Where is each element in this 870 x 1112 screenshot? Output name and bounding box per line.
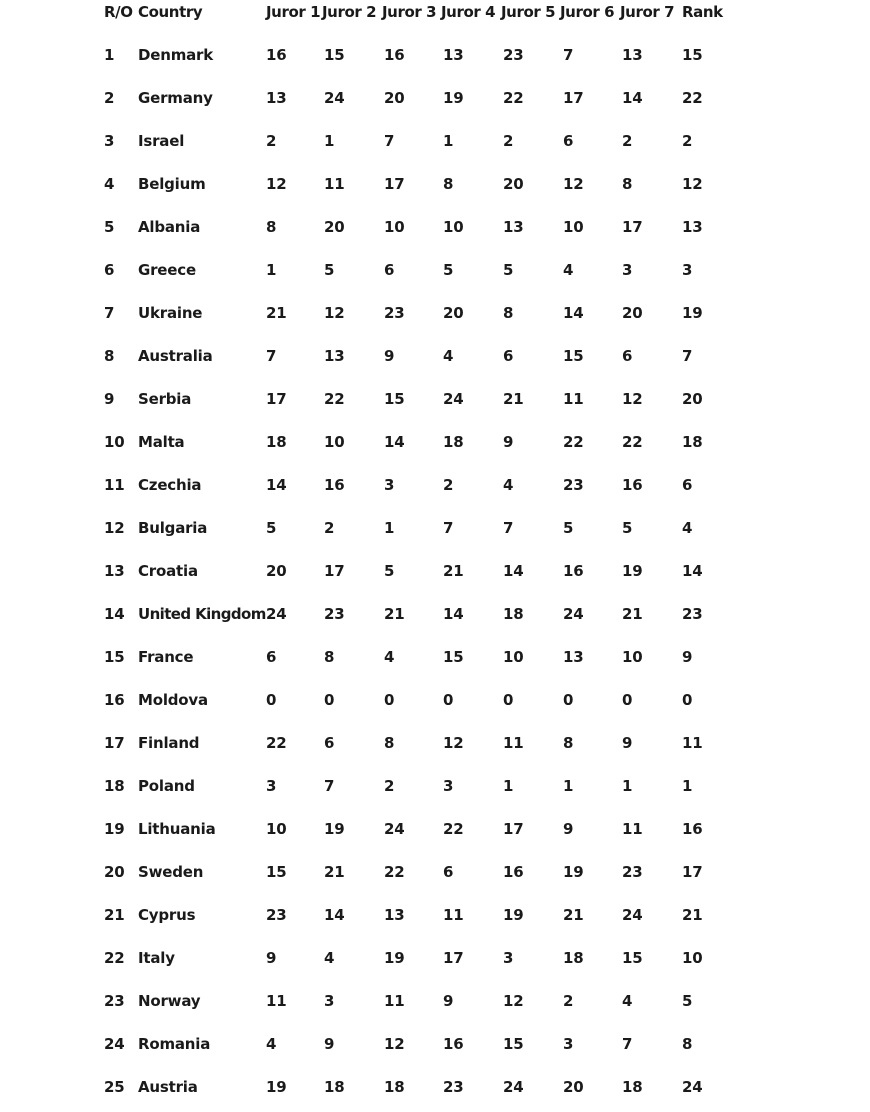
cell-rank: 6 xyxy=(682,476,693,494)
cell-juror-6: 21 xyxy=(563,906,584,924)
table-row xyxy=(0,173,870,195)
cell-juror-7: 22 xyxy=(622,433,643,451)
cell-juror-5: 21 xyxy=(503,390,524,408)
cell-rank: 12 xyxy=(682,175,703,193)
column-header-rank: Rank xyxy=(682,3,723,21)
cell-order: 11 xyxy=(104,476,125,494)
cell-order: 19 xyxy=(104,820,125,838)
cell-country: Austria xyxy=(138,1078,198,1096)
cell-juror-4: 20 xyxy=(443,304,464,322)
cell-juror-5: 20 xyxy=(503,175,524,193)
cell-juror-3: 18 xyxy=(384,1078,405,1096)
cell-country: Albania xyxy=(138,218,201,236)
cell-juror-7: 19 xyxy=(622,562,643,580)
cell-country: Moldova xyxy=(138,691,208,709)
cell-juror-6: 0 xyxy=(563,691,574,709)
cell-rank: 19 xyxy=(682,304,703,322)
cell-juror-6: 14 xyxy=(563,304,584,322)
cell-juror-5: 18 xyxy=(503,605,524,623)
table-row xyxy=(0,259,870,281)
cell-country: France xyxy=(138,648,194,666)
cell-juror-2: 10 xyxy=(324,433,345,451)
cell-juror-6: 13 xyxy=(563,648,584,666)
cell-juror-6: 22 xyxy=(563,433,584,451)
cell-juror-1: 24 xyxy=(266,605,287,623)
cell-juror-7: 13 xyxy=(622,46,643,64)
cell-juror-7: 8 xyxy=(622,175,633,193)
cell-juror-5: 14 xyxy=(503,562,524,580)
cell-juror-6: 6 xyxy=(563,132,574,150)
cell-juror-2: 21 xyxy=(324,863,345,881)
cell-juror-7: 2 xyxy=(622,132,633,150)
cell-juror-4: 5 xyxy=(443,261,454,279)
cell-juror-5: 0 xyxy=(503,691,514,709)
cell-country: Sweden xyxy=(138,863,204,881)
cell-juror-1: 3 xyxy=(266,777,277,795)
cell-juror-4: 7 xyxy=(443,519,454,537)
cell-order: 16 xyxy=(104,691,125,709)
cell-rank: 9 xyxy=(682,648,693,666)
cell-juror-7: 14 xyxy=(622,89,643,107)
cell-juror-7: 11 xyxy=(622,820,643,838)
cell-juror-5: 11 xyxy=(503,734,524,752)
cell-rank: 17 xyxy=(682,863,703,881)
cell-juror-3: 23 xyxy=(384,304,405,322)
table-row xyxy=(0,861,870,883)
cell-order: 8 xyxy=(104,347,115,365)
cell-juror-1: 22 xyxy=(266,734,287,752)
cell-juror-3: 20 xyxy=(384,89,405,107)
cell-rank: 21 xyxy=(682,906,703,924)
cell-juror-3: 14 xyxy=(384,433,405,451)
cell-juror-6: 5 xyxy=(563,519,574,537)
column-header-juror-4: Juror 4 xyxy=(441,3,496,21)
column-header-juror-3: Juror 3 xyxy=(382,3,437,21)
cell-order: 3 xyxy=(104,132,115,150)
cell-juror-3: 13 xyxy=(384,906,405,924)
cell-rank: 23 xyxy=(682,605,703,623)
cell-juror-2: 20 xyxy=(324,218,345,236)
cell-juror-3: 7 xyxy=(384,132,395,150)
cell-juror-7: 12 xyxy=(622,390,643,408)
cell-juror-7: 24 xyxy=(622,906,643,924)
cell-order: 15 xyxy=(104,648,125,666)
cell-juror-3: 10 xyxy=(384,218,405,236)
cell-juror-7: 15 xyxy=(622,949,643,967)
cell-juror-2: 0 xyxy=(324,691,335,709)
table-row xyxy=(0,603,870,625)
cell-order: 2 xyxy=(104,89,115,107)
cell-juror-6: 10 xyxy=(563,218,584,236)
cell-country: Finland xyxy=(138,734,200,752)
cell-country: Cyprus xyxy=(138,906,196,924)
cell-juror-5: 7 xyxy=(503,519,514,537)
cell-juror-2: 7 xyxy=(324,777,335,795)
cell-juror-2: 11 xyxy=(324,175,345,193)
cell-juror-3: 8 xyxy=(384,734,395,752)
cell-country: Croatia xyxy=(138,562,198,580)
column-header-country: Country xyxy=(138,3,203,21)
cell-juror-2: 23 xyxy=(324,605,345,623)
cell-rank: 20 xyxy=(682,390,703,408)
cell-rank: 4 xyxy=(682,519,693,537)
cell-rank: 24 xyxy=(682,1078,703,1096)
cell-juror-6: 1 xyxy=(563,777,574,795)
cell-rank: 8 xyxy=(682,1035,693,1053)
cell-rank: 7 xyxy=(682,347,693,365)
cell-order: 21 xyxy=(104,906,125,924)
cell-juror-6: 3 xyxy=(563,1035,574,1053)
cell-juror-3: 16 xyxy=(384,46,405,64)
cell-juror-1: 1 xyxy=(266,261,277,279)
cell-juror-1: 11 xyxy=(266,992,287,1010)
cell-juror-3: 19 xyxy=(384,949,405,967)
cell-juror-3: 6 xyxy=(384,261,395,279)
table-row xyxy=(0,689,870,711)
table-row xyxy=(0,732,870,754)
cell-juror-7: 5 xyxy=(622,519,633,537)
cell-juror-7: 0 xyxy=(622,691,633,709)
cell-rank: 3 xyxy=(682,261,693,279)
cell-juror-4: 18 xyxy=(443,433,464,451)
cell-order: 10 xyxy=(104,433,125,451)
table-row xyxy=(0,216,870,238)
table-row xyxy=(0,1033,870,1055)
column-header-juror-2: Juror 2 xyxy=(322,3,377,21)
cell-juror-2: 9 xyxy=(324,1035,335,1053)
table-row xyxy=(0,904,870,926)
cell-country: Serbia xyxy=(138,390,192,408)
cell-country: United Kingdom xyxy=(138,605,266,623)
cell-juror-5: 10 xyxy=(503,648,524,666)
table-row xyxy=(0,560,870,582)
table-row xyxy=(0,44,870,66)
cell-juror-3: 21 xyxy=(384,605,405,623)
cell-juror-6: 19 xyxy=(563,863,584,881)
cell-juror-2: 2 xyxy=(324,519,335,537)
cell-juror-7: 10 xyxy=(622,648,643,666)
cell-juror-5: 12 xyxy=(503,992,524,1010)
cell-juror-1: 2 xyxy=(266,132,277,150)
cell-juror-4: 21 xyxy=(443,562,464,580)
cell-order: 22 xyxy=(104,949,125,967)
cell-juror-2: 4 xyxy=(324,949,335,967)
cell-juror-2: 3 xyxy=(324,992,335,1010)
cell-juror-6: 12 xyxy=(563,175,584,193)
cell-juror-1: 10 xyxy=(266,820,287,838)
column-header-order: R/O xyxy=(104,3,133,21)
cell-juror-4: 2 xyxy=(443,476,454,494)
cell-country: Czechia xyxy=(138,476,202,494)
cell-juror-6: 15 xyxy=(563,347,584,365)
cell-juror-2: 22 xyxy=(324,390,345,408)
cell-rank: 18 xyxy=(682,433,703,451)
cell-juror-7: 17 xyxy=(622,218,643,236)
cell-juror-1: 12 xyxy=(266,175,287,193)
cell-country: Greece xyxy=(138,261,196,279)
cell-country: Malta xyxy=(138,433,185,451)
cell-juror-7: 6 xyxy=(622,347,633,365)
cell-rank: 5 xyxy=(682,992,693,1010)
cell-order: 14 xyxy=(104,605,125,623)
cell-juror-5: 17 xyxy=(503,820,524,838)
cell-juror-4: 3 xyxy=(443,777,454,795)
cell-juror-1: 23 xyxy=(266,906,287,924)
table-row xyxy=(0,474,870,496)
cell-juror-1: 4 xyxy=(266,1035,277,1053)
cell-juror-4: 22 xyxy=(443,820,464,838)
cell-juror-1: 9 xyxy=(266,949,277,967)
cell-rank: 22 xyxy=(682,89,703,107)
cell-juror-2: 19 xyxy=(324,820,345,838)
cell-juror-5: 4 xyxy=(503,476,514,494)
cell-juror-2: 16 xyxy=(324,476,345,494)
cell-juror-5: 24 xyxy=(503,1078,524,1096)
cell-juror-5: 6 xyxy=(503,347,514,365)
table-row xyxy=(0,345,870,367)
cell-juror-2: 8 xyxy=(324,648,335,666)
cell-country: Denmark xyxy=(138,46,214,64)
cell-juror-2: 15 xyxy=(324,46,345,64)
cell-juror-2: 5 xyxy=(324,261,335,279)
cell-juror-7: 20 xyxy=(622,304,643,322)
cell-juror-1: 6 xyxy=(266,648,277,666)
cell-rank: 10 xyxy=(682,949,703,967)
table-row xyxy=(0,517,870,539)
cell-juror-6: 24 xyxy=(563,605,584,623)
cell-juror-6: 16 xyxy=(563,562,584,580)
cell-juror-4: 11 xyxy=(443,906,464,924)
cell-juror-5: 9 xyxy=(503,433,514,451)
table-row xyxy=(0,388,870,410)
cell-juror-3: 3 xyxy=(384,476,395,494)
cell-juror-2: 1 xyxy=(324,132,335,150)
cell-juror-3: 12 xyxy=(384,1035,405,1053)
cell-juror-3: 5 xyxy=(384,562,395,580)
cell-country: Israel xyxy=(138,132,185,150)
column-header-juror-1: Juror 1 xyxy=(266,3,321,21)
cell-juror-7: 16 xyxy=(622,476,643,494)
cell-juror-5: 15 xyxy=(503,1035,524,1053)
column-header-juror-5: Juror 5 xyxy=(501,3,556,21)
cell-juror-1: 17 xyxy=(266,390,287,408)
cell-juror-4: 1 xyxy=(443,132,454,150)
cell-juror-5: 8 xyxy=(503,304,514,322)
cell-order: 9 xyxy=(104,390,115,408)
cell-juror-6: 20 xyxy=(563,1078,584,1096)
cell-juror-6: 18 xyxy=(563,949,584,967)
cell-juror-3: 4 xyxy=(384,648,395,666)
cell-juror-5: 22 xyxy=(503,89,524,107)
cell-juror-4: 14 xyxy=(443,605,464,623)
cell-juror-1: 18 xyxy=(266,433,287,451)
cell-juror-4: 17 xyxy=(443,949,464,967)
cell-juror-7: 3 xyxy=(622,261,633,279)
cell-juror-3: 17 xyxy=(384,175,405,193)
cell-juror-4: 6 xyxy=(443,863,454,881)
cell-juror-7: 23 xyxy=(622,863,643,881)
cell-juror-5: 1 xyxy=(503,777,514,795)
cell-juror-2: 14 xyxy=(324,906,345,924)
table-row xyxy=(0,775,870,797)
cell-juror-1: 14 xyxy=(266,476,287,494)
cell-juror-3: 24 xyxy=(384,820,405,838)
table-row xyxy=(0,130,870,152)
cell-juror-4: 15 xyxy=(443,648,464,666)
cell-order: 12 xyxy=(104,519,125,537)
cell-juror-6: 9 xyxy=(563,820,574,838)
cell-order: 4 xyxy=(104,175,115,193)
cell-rank: 14 xyxy=(682,562,703,580)
table-row xyxy=(0,431,870,453)
cell-juror-4: 19 xyxy=(443,89,464,107)
cell-juror-4: 8 xyxy=(443,175,454,193)
cell-order: 5 xyxy=(104,218,115,236)
cell-juror-3: 15 xyxy=(384,390,405,408)
cell-rank: 15 xyxy=(682,46,703,64)
table-row xyxy=(0,947,870,969)
cell-order: 6 xyxy=(104,261,115,279)
cell-juror-2: 17 xyxy=(324,562,345,580)
cell-juror-7: 18 xyxy=(622,1078,643,1096)
cell-juror-7: 7 xyxy=(622,1035,633,1053)
cell-rank: 2 xyxy=(682,132,693,150)
cell-juror-1: 21 xyxy=(266,304,287,322)
cell-country: Ukraine xyxy=(138,304,203,322)
cell-juror-4: 0 xyxy=(443,691,454,709)
cell-juror-5: 3 xyxy=(503,949,514,967)
cell-juror-1: 7 xyxy=(266,347,277,365)
cell-juror-6: 7 xyxy=(563,46,574,64)
column-header-juror-7: Juror 7 xyxy=(620,3,675,21)
cell-country: Poland xyxy=(138,777,195,795)
cell-order: 18 xyxy=(104,777,125,795)
cell-juror-6: 2 xyxy=(563,992,574,1010)
cell-order: 13 xyxy=(104,562,125,580)
table-row xyxy=(0,87,870,109)
cell-juror-4: 24 xyxy=(443,390,464,408)
cell-juror-7: 9 xyxy=(622,734,633,752)
cell-country: Italy xyxy=(138,949,175,967)
cell-juror-7: 1 xyxy=(622,777,633,795)
cell-juror-3: 11 xyxy=(384,992,405,1010)
cell-country: Germany xyxy=(138,89,213,107)
table-row xyxy=(0,646,870,668)
cell-country: Lithuania xyxy=(138,820,216,838)
cell-juror-4: 16 xyxy=(443,1035,464,1053)
table-header-row xyxy=(0,1,870,23)
cell-juror-2: 24 xyxy=(324,89,345,107)
cell-order: 25 xyxy=(104,1078,125,1096)
table-row xyxy=(0,990,870,1012)
table-row xyxy=(0,302,870,324)
cell-juror-7: 21 xyxy=(622,605,643,623)
cell-juror-6: 23 xyxy=(563,476,584,494)
cell-juror-3: 2 xyxy=(384,777,395,795)
cell-juror-3: 1 xyxy=(384,519,395,537)
cell-order: 23 xyxy=(104,992,125,1010)
cell-juror-6: 11 xyxy=(563,390,584,408)
cell-juror-1: 19 xyxy=(266,1078,287,1096)
cell-juror-5: 16 xyxy=(503,863,524,881)
cell-country: Norway xyxy=(138,992,201,1010)
cell-juror-2: 12 xyxy=(324,304,345,322)
cell-order: 20 xyxy=(104,863,125,881)
cell-rank: 16 xyxy=(682,820,703,838)
cell-juror-1: 13 xyxy=(266,89,287,107)
cell-country: Bulgaria xyxy=(138,519,208,537)
cell-rank: 11 xyxy=(682,734,703,752)
cell-juror-4: 4 xyxy=(443,347,454,365)
cell-juror-1: 15 xyxy=(266,863,287,881)
cell-juror-6: 8 xyxy=(563,734,574,752)
cell-juror-1: 5 xyxy=(266,519,277,537)
cell-country: Romania xyxy=(138,1035,211,1053)
cell-juror-6: 4 xyxy=(563,261,574,279)
table-row xyxy=(0,818,870,840)
cell-juror-4: 9 xyxy=(443,992,454,1010)
cell-juror-1: 0 xyxy=(266,691,277,709)
cell-juror-5: 5 xyxy=(503,261,514,279)
cell-juror-1: 16 xyxy=(266,46,287,64)
cell-juror-4: 12 xyxy=(443,734,464,752)
cell-rank: 13 xyxy=(682,218,703,236)
cell-juror-4: 23 xyxy=(443,1078,464,1096)
cell-juror-5: 23 xyxy=(503,46,524,64)
cell-rank: 0 xyxy=(682,691,693,709)
cell-juror-4: 13 xyxy=(443,46,464,64)
cell-juror-2: 18 xyxy=(324,1078,345,1096)
cell-juror-2: 6 xyxy=(324,734,335,752)
cell-juror-1: 8 xyxy=(266,218,277,236)
column-header-juror-6: Juror 6 xyxy=(560,3,615,21)
cell-order: 1 xyxy=(104,46,115,64)
cell-juror-1: 20 xyxy=(266,562,287,580)
cell-order: 17 xyxy=(104,734,125,752)
cell-juror-4: 10 xyxy=(443,218,464,236)
cell-country: Belgium xyxy=(138,175,206,193)
cell-juror-3: 9 xyxy=(384,347,395,365)
cell-country: Australia xyxy=(138,347,213,365)
cell-juror-7: 4 xyxy=(622,992,633,1010)
cell-juror-5: 2 xyxy=(503,132,514,150)
cell-juror-3: 0 xyxy=(384,691,395,709)
cell-order: 24 xyxy=(104,1035,125,1053)
cell-rank: 1 xyxy=(682,777,693,795)
cell-order: 7 xyxy=(104,304,115,322)
cell-juror-5: 13 xyxy=(503,218,524,236)
cell-juror-3: 22 xyxy=(384,863,405,881)
cell-juror-6: 17 xyxy=(563,89,584,107)
table-row xyxy=(0,1076,870,1098)
cell-juror-5: 19 xyxy=(503,906,524,924)
cell-juror-2: 13 xyxy=(324,347,345,365)
